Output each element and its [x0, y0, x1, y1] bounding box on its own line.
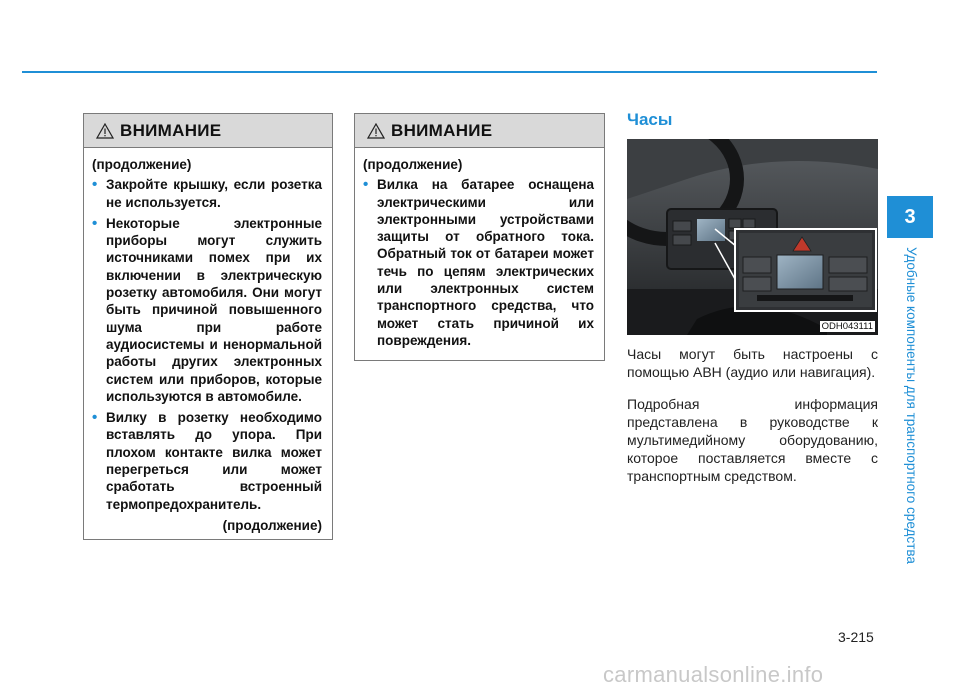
- warning-triangle-icon: [96, 123, 114, 139]
- warning-body: [84, 148, 332, 534]
- list-item: • Вилку в розетку необходимо вставлять до упора. При плохом контакте вилка может перегреться или может сработать встроенный термопредохранитель.: [92, 409, 322, 512]
- warning-body: [355, 148, 604, 349]
- warning-header: [355, 114, 604, 148]
- warning-box-2: [354, 113, 605, 361]
- warning-box-1: [83, 113, 333, 540]
- continued-label: (продолжение): [222, 517, 322, 533]
- dashboard-illustration: [627, 139, 878, 335]
- list-item: • Закройте крышку, если розетка не используется.: [92, 176, 322, 210]
- list-item: • Вилка на батарее оснащена электрическими или электронными устройствами защиты от обратного тока. Обратный ток от батареи может течь по цепям электрических или электронных систем транспортного средства, что может стать причиной их повреждения.: [363, 176, 594, 348]
- warning-title: ВНИМАНИЕ: [120, 120, 222, 140]
- paragraph: Подробная информация представлена в руководстве к мультимедийному оборудованию, которое поставляется вместе с транспортным средством.: [627, 396, 878, 484]
- dashboard-clock-photo: [627, 139, 878, 335]
- image-code: ODH043111: [821, 321, 873, 332]
- page-number: 3-215: [838, 629, 874, 645]
- continued-label: (продолжение): [92, 157, 192, 172]
- chapter-tab: 3: [887, 196, 933, 238]
- chapter-title: Удобные компоненты для транспортного средства: [904, 247, 919, 564]
- bullet-dot: •: [363, 176, 369, 194]
- watermark-link[interactable]: carmanualsonline.info: [603, 662, 824, 687]
- bullet-dot: •: [92, 409, 98, 427]
- warning-list: [92, 176, 322, 513]
- warning-header: [84, 114, 332, 148]
- paragraph: Часы могут быть настроены с помощью АВН (аудио или навигация).: [627, 346, 878, 380]
- bullet-dot: •: [92, 176, 98, 194]
- continued-label: (продолжение): [363, 157, 463, 172]
- warning-title: ВНИМАНИЕ: [391, 120, 493, 140]
- list-item: • Некоторые электронные приборы могут служить источниками помех при их включении в электрическую розетку автомобиля. Они могут быть причиной повышенного шума при работе аудиосистемы и ненормальной работы других электронных систем или приборов, которые используются в автомобиле.: [92, 214, 322, 404]
- top-rule: [22, 71, 877, 73]
- warning-list: [363, 176, 594, 349]
- section-title: Часы: [627, 110, 673, 129]
- warning-triangle-icon: [367, 123, 385, 139]
- bullet-dot: •: [92, 214, 98, 232]
